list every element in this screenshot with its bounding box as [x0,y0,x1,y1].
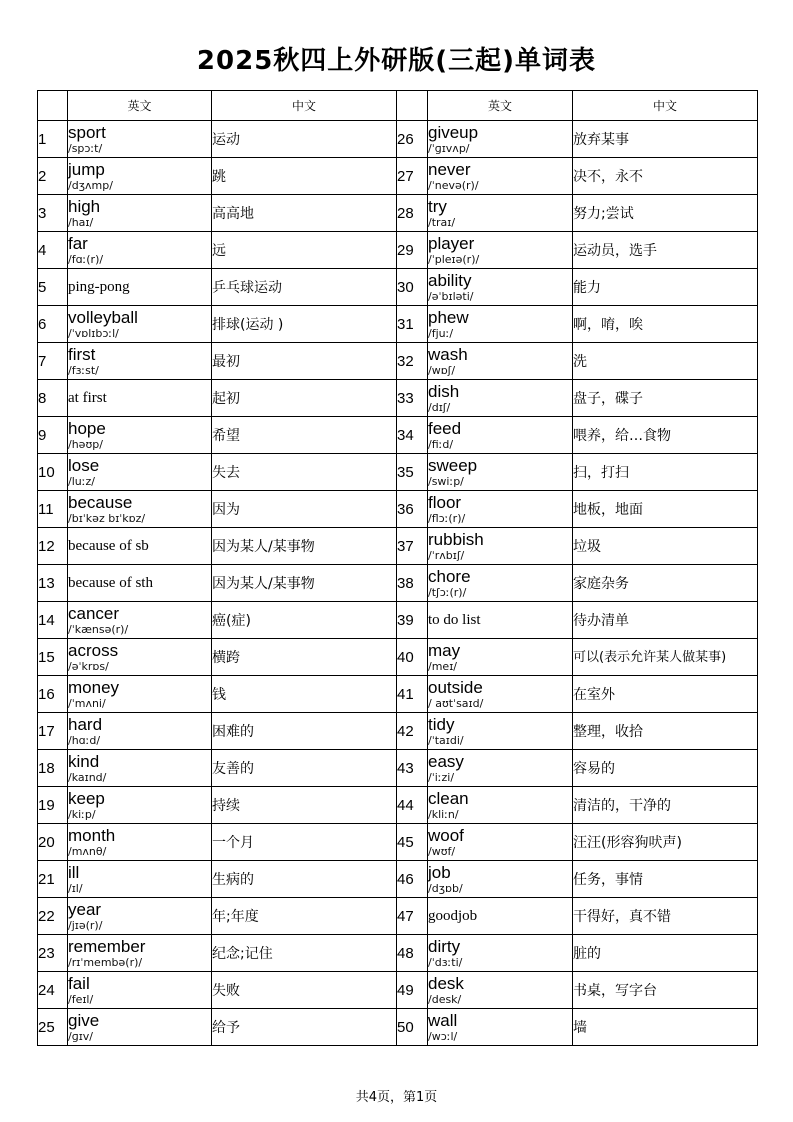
row-number-right: 41 [397,676,428,713]
english-cell-left [68,713,212,750]
english-word: because [68,492,133,512]
phonetic: /həʊp/ [68,437,103,451]
chinese-meaning-left: 因为某人/某事物 [212,565,397,602]
row-number-left: 22 [38,898,68,935]
english-cell-left [68,1009,212,1046]
english-word: desk [428,973,464,993]
chinese-meaning-left: 失去 [212,454,397,491]
row-number-left: 15 [38,639,68,676]
phonetic: /ˈtaɪdi/ [428,733,464,747]
row-number-right: 34 [397,417,428,454]
table-row [38,713,758,750]
chinese-meaning-left: 希望 [212,417,397,454]
row-number-left: 11 [38,491,68,528]
english-cell-left [68,343,212,380]
phonetic: /flɔː(r)/ [428,511,466,525]
row-number-right: 33 [397,380,428,417]
chinese-meaning-right: 可以(表示允许某人做某事) [573,639,758,676]
phonetic: /fɜːst/ [68,363,99,377]
english-cell-right [428,454,573,491]
row-number-right: 37 [397,528,428,565]
english-word: goodjob [428,908,478,924]
english-cell-left [68,676,212,713]
english-cell-right [428,232,573,269]
row-number-left: 3 [38,195,68,232]
chinese-meaning-left: 最初 [212,343,397,380]
row-number-right: 26 [397,121,428,158]
phonetic: /ˈkænsə(r)/ [68,622,129,636]
chinese-meaning-right: 清洁的，干净的 [573,787,758,824]
english-cell-left [68,602,212,639]
header-chinese-left: 中文 [212,91,397,121]
english-word: hard [68,714,103,734]
chinese-meaning-left: 横跨 [212,639,397,676]
english-cell-left [68,306,212,343]
page-footer: 共4页，第1页 [355,1090,438,1105]
phonetic: /meɪ/ [428,659,457,673]
chinese-meaning-left: 运动 [212,121,397,158]
row-number-right: 38 [397,565,428,602]
header-row [38,91,758,121]
english-word: volleyball [68,307,138,327]
english-word: rubbish [428,529,484,549]
phonetic: /swiːp/ [428,474,464,488]
phonetic: /haɪ/ [68,215,94,229]
english-word: at first [68,390,107,406]
vocabulary-table [37,90,758,1046]
table-row [38,602,758,639]
english-cell-right [428,380,573,417]
english-cell-right [428,935,573,972]
chinese-meaning-right: 容易的 [573,750,758,787]
row-number-right: 27 [397,158,428,195]
phonetic: /kiːp/ [68,807,96,821]
chinese-meaning-right: 地板，地面 [573,491,758,528]
row-number-left: 24 [38,972,68,1009]
row-number-right: 36 [397,491,428,528]
phonetic: /jɪə(r)/ [68,918,103,932]
english-word: easy [428,751,464,771]
row-number-right: 30 [397,269,428,306]
english-cell-left [68,565,212,602]
english-cell-left [68,491,212,528]
english-cell-right [428,639,573,676]
row-number-left: 25 [38,1009,68,1046]
english-cell-right [428,972,573,1009]
english-cell-right [428,565,573,602]
english-cell-right [428,158,573,195]
phonetic: /mʌnθ/ [68,844,107,858]
english-word: floor [428,492,462,512]
chinese-meaning-left: 给予 [212,1009,397,1046]
english-word: cancer [68,603,120,623]
english-cell-right [428,306,573,343]
table-row [38,750,758,787]
chinese-meaning-right: 在室外 [573,676,758,713]
english-word: jump [68,159,105,179]
phonetic: /dɪʃ/ [428,400,451,414]
row-number-right: 48 [397,935,428,972]
chinese-meaning-left: 友善的 [212,750,397,787]
english-word: clean [428,788,469,808]
row-number-right: 50 [397,1009,428,1046]
row-number-left: 5 [38,269,68,306]
english-word: first [68,344,96,364]
english-cell-left [68,158,212,195]
chinese-meaning-right: 家庭杂务 [573,565,758,602]
row-number-right: 32 [397,343,428,380]
english-word: hope [68,418,106,438]
table-row [38,898,758,935]
phonetic: /fiːd/ [428,437,454,451]
row-number-left: 9 [38,417,68,454]
english-word: ping-pong [68,279,130,295]
chinese-meaning-right: 待办清单 [573,602,758,639]
table-row [38,935,758,972]
english-word: ill [68,862,80,882]
phonetic: /əˈkrɒs/ [68,659,109,673]
english-word: kind [68,751,100,771]
chinese-meaning-right: 墙 [573,1009,758,1046]
row-number-right: 46 [397,861,428,898]
phonetic: /ˈpleɪə(r)/ [428,252,480,266]
chinese-meaning-left: 一个月 [212,824,397,861]
phonetic: /fjuː/ [428,326,454,340]
row-number-right: 40 [397,639,428,676]
row-number-left: 23 [38,935,68,972]
english-word: dish [428,381,460,401]
phonetic: /ˈvɒlɪbɔːl/ [68,326,119,340]
row-number-left: 21 [38,861,68,898]
english-cell-right [428,824,573,861]
row-number-left: 19 [38,787,68,824]
chinese-meaning-right: 啊，唷，唉 [573,306,758,343]
english-cell-left [68,935,212,972]
english-word: feed [428,418,462,438]
english-cell-right [428,787,573,824]
english-cell-left [68,639,212,676]
english-word: wash [428,344,468,364]
phonetic: /traɪ/ [428,215,456,229]
phonetic: /bɪˈkəz bɪˈkɒz/ [68,511,146,525]
chinese-meaning-right: 书桌，写字台 [573,972,758,1009]
table-row [38,491,758,528]
english-word: giveup [428,122,479,142]
row-number-left: 13 [38,565,68,602]
english-cell-left [68,121,212,158]
row-number-left: 2 [38,158,68,195]
phonetic: /əˈbɪləti/ [428,289,474,303]
table-row [38,380,758,417]
english-word: month [68,825,116,845]
chinese-meaning-left: 因为某人/某事物 [212,528,397,565]
english-cell-left [68,898,212,935]
row-number-left: 12 [38,528,68,565]
chinese-meaning-left: 生病的 [212,861,397,898]
english-cell-left [68,528,212,565]
english-word: tidy [428,714,455,734]
phonetic: /wɒʃ/ [428,363,456,377]
table-row [38,787,758,824]
chinese-meaning-left: 跳 [212,158,397,195]
row-number-right: 47 [397,898,428,935]
row-number-right: 42 [397,713,428,750]
table-row [38,195,758,232]
row-number-left: 10 [38,454,68,491]
row-number-left: 17 [38,713,68,750]
english-cell-right [428,343,573,380]
phonetic: /ˈiːzi/ [428,770,455,784]
phonetic: /ˈɡɪvʌp/ [428,141,470,155]
phonetic: /dʒɒb/ [428,881,463,895]
chinese-meaning-right: 脏的 [573,935,758,972]
english-word: phew [428,307,469,327]
header-num-left [38,91,68,121]
table-row [38,269,758,306]
chinese-meaning-right: 放弃某事 [573,121,758,158]
chinese-meaning-left: 年;年度 [212,898,397,935]
table-row [38,861,758,898]
english-cell-left [68,232,212,269]
chinese-meaning-right: 任务，事情 [573,861,758,898]
row-number-right: 39 [397,602,428,639]
english-word: woof [428,825,464,845]
english-cell-left [68,824,212,861]
table-row [38,676,758,713]
english-cell-left [68,861,212,898]
english-cell-right [428,491,573,528]
row-number-left: 14 [38,602,68,639]
phonetic: /hɑːd/ [68,733,101,747]
chinese-meaning-left: 持续 [212,787,397,824]
english-cell-left [68,417,212,454]
phonetic: /feɪl/ [68,992,94,1006]
table-row [38,121,758,158]
table-row [38,972,758,1009]
chinese-meaning-left: 高高地 [212,195,397,232]
row-number-left: 16 [38,676,68,713]
row-number-left: 6 [38,306,68,343]
phonetic: /tʃɔː(r)/ [428,585,467,599]
table-row [38,158,758,195]
english-cell-right [428,269,573,306]
english-word: may [428,640,461,660]
phonetic: /desk/ [428,992,462,1006]
table-row [38,306,758,343]
row-number-left: 7 [38,343,68,380]
chinese-meaning-left: 困难的 [212,713,397,750]
row-number-right: 45 [397,824,428,861]
english-cell-right [428,417,573,454]
chinese-meaning-right: 汪汪(形容狗吠声) [573,824,758,861]
english-word: sweep [428,455,478,475]
row-number-right: 35 [397,454,428,491]
chinese-meaning-right: 喂养，给…食物 [573,417,758,454]
chinese-meaning-left: 起初 [212,380,397,417]
row-number-right: 43 [397,750,428,787]
phonetic: /spɔːt/ [68,141,103,155]
phonetic: /wʊf/ [428,844,456,858]
english-word: player [428,233,475,253]
header-num-right [397,91,428,121]
english-cell-right [428,898,573,935]
chinese-meaning-left: 纪念;记住 [212,935,397,972]
english-word: fail [68,973,90,993]
english-cell-right [428,1009,573,1046]
english-word: remember [68,936,146,956]
chinese-meaning-right: 洗 [573,343,758,380]
english-cell-right [428,861,573,898]
table-row [38,639,758,676]
row-number-right: 31 [397,306,428,343]
chinese-meaning-right: 垃圾 [573,528,758,565]
phonetic: /kliːn/ [428,807,459,821]
chinese-meaning-left: 失败 [212,972,397,1009]
row-number-left: 18 [38,750,68,787]
english-word: lose [68,455,100,475]
english-word: sport [68,122,106,142]
english-cell-left [68,454,212,491]
english-word: never [428,159,471,179]
chinese-meaning-right: 能力 [573,269,758,306]
phonetic: /ˈmʌni/ [68,696,106,710]
english-cell-right [428,713,573,750]
header-english-left: 英文 [68,91,212,121]
english-cell-right [428,528,573,565]
table-row [38,232,758,269]
english-word: because of sth [68,575,153,591]
chinese-meaning-right: 盘子，碟子 [573,380,758,417]
row-number-left: 8 [38,380,68,417]
english-cell-right [428,121,573,158]
english-cell-left [68,972,212,1009]
english-word: outside [428,677,483,697]
page-title: 2025秋四上外研版(三起)单词表 [196,46,597,76]
phonetic: / aʊtˈsaɪd/ [428,696,484,710]
chinese-meaning-right: 干得好，真不错 [573,898,758,935]
phonetic: /dʒʌmp/ [68,178,113,192]
chinese-meaning-right: 扫，打扫 [573,454,758,491]
table-row [38,528,758,565]
phonetic: /kaɪnd/ [68,770,107,784]
english-word: across [68,640,119,660]
chinese-meaning-left: 远 [212,232,397,269]
english-word: to do list [428,612,481,628]
row-number-right: 28 [397,195,428,232]
phonetic: /ˈnevə(r)/ [428,178,479,192]
english-word: job [428,862,451,882]
chinese-meaning-right: 运动员，选手 [573,232,758,269]
english-word: wall [428,1010,458,1030]
english-cell-right [428,750,573,787]
english-cell-left [68,195,212,232]
row-number-right: 29 [397,232,428,269]
chinese-meaning-right: 努力;尝试 [573,195,758,232]
chinese-meaning-left: 钱 [212,676,397,713]
table-row [38,1009,758,1046]
phonetic: /ˈdɜːti/ [428,955,463,969]
phonetic: /luːz/ [68,474,95,488]
phonetic: /rɪˈmembə(r)/ [68,955,143,969]
row-number-left: 20 [38,824,68,861]
english-word: far [68,233,88,253]
chinese-meaning-right: 整理，收拾 [573,713,758,750]
phonetic: /ˈrʌbɪʃ/ [428,548,465,562]
phonetic: /wɔːl/ [428,1029,458,1043]
row-number-left: 1 [38,121,68,158]
english-word: chore [428,566,471,586]
row-number-right: 44 [397,787,428,824]
chinese-meaning-right: 决不，永不 [573,158,758,195]
english-cell-right [428,195,573,232]
header-english-right: 英文 [428,91,573,121]
chinese-meaning-left: 乒乓球运动 [212,269,397,306]
table-row [38,417,758,454]
row-number-left: 4 [38,232,68,269]
chinese-meaning-left: 因为 [212,491,397,528]
english-cell-right [428,676,573,713]
english-cell-left [68,787,212,824]
row-number-right: 49 [397,972,428,1009]
header-chinese-right: 中文 [573,91,758,121]
phonetic: /ɡɪv/ [68,1029,93,1043]
english-cell-left [68,380,212,417]
english-word: year [68,899,102,919]
english-cell-left [68,269,212,306]
english-word: high [68,196,101,216]
english-word: give [68,1010,100,1030]
table-row [38,824,758,861]
phonetic: /fɑː(r)/ [68,252,104,266]
table-row [38,454,758,491]
english-word: try [428,196,447,216]
phonetic: /ɪl/ [68,881,83,895]
english-word: ability [428,270,472,290]
chinese-meaning-left: 排球(运动 ) [212,306,397,343]
english-word: keep [68,788,105,808]
english-word: because of sb [68,538,149,554]
english-cell-left [68,750,212,787]
english-word: dirty [428,936,461,956]
english-cell-right [428,602,573,639]
chinese-meaning-left: 癌(症) [212,602,397,639]
table-row [38,565,758,602]
table-row [38,343,758,380]
english-word: money [68,677,120,697]
